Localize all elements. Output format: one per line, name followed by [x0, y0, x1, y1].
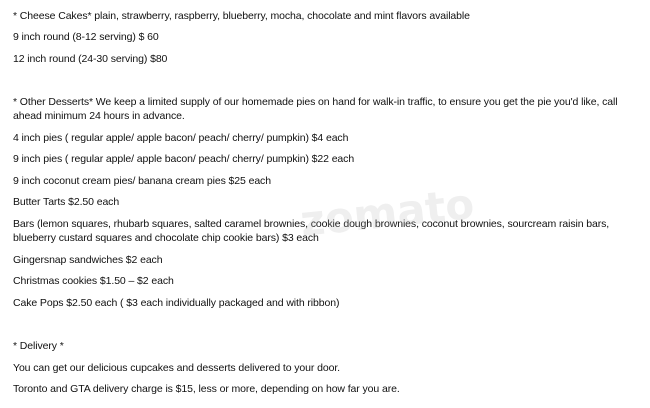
dessert-item-butter-tarts: Butter Tarts $2.50 each [13, 196, 120, 208]
dessert-item-christmas-cookies: Christmas cookies $1.50 – $2 each [13, 275, 174, 287]
dessert-item-4-inch-pies: 4 inch pies ( regular apple/ apple bacon/ peach/ cherry/ pumpkin) $4 each [13, 132, 349, 144]
dessert-item-cream-pies: 9 inch coconut cream pies/ banana cream pies $25 each [13, 175, 271, 187]
delivery-heading: * Delivery * [13, 340, 64, 352]
cheesecakes-heading: * Cheese Cakes* plain, strawberry, raspberry, blueberry, mocha, chocolate and mint flavors available [13, 10, 470, 22]
other-desserts-intro: * Other Desserts* We keep a limited supply of our homemade pies on hand for walk-in traffic, to ensure you get the pie you'd like, call ahead minimum 24 hours in advance. [13, 96, 618, 122]
delivery-line-1: You can get our delicious cupcakes and desserts delivered to your door. [13, 362, 340, 374]
cheesecake-item-12-inch: 12 inch round (24-30 serving) $80 [13, 53, 168, 65]
dessert-item-gingersnap: Gingersnap sandwiches $2 each [13, 254, 163, 266]
delivery-line-2: Toronto and GTA delivery charge is $15, less or more, depending on how far you are. [13, 383, 400, 395]
cheesecake-item-9-inch: 9 inch round (8-12 serving) $ 60 [13, 31, 159, 43]
dessert-item-bars: Bars (lemon squares, rhubarb squares, salted caramel brownies, cookie dough brownies, coconut brownies, sourcream raisin bars, blueberry custard squares and chocolate chip cookie bars) $3 each [13, 218, 610, 244]
dessert-item-cake-pops: Cake Pops $2.50 each ( $3 each individually packaged and with ribbon) [13, 297, 340, 309]
zomato-watermark: zomato [297, 179, 477, 246]
dessert-item-9-inch-pies: 9 inch pies ( regular apple/ apple bacon/ peach/ cherry/ pumpkin) $22 each [13, 153, 355, 165]
